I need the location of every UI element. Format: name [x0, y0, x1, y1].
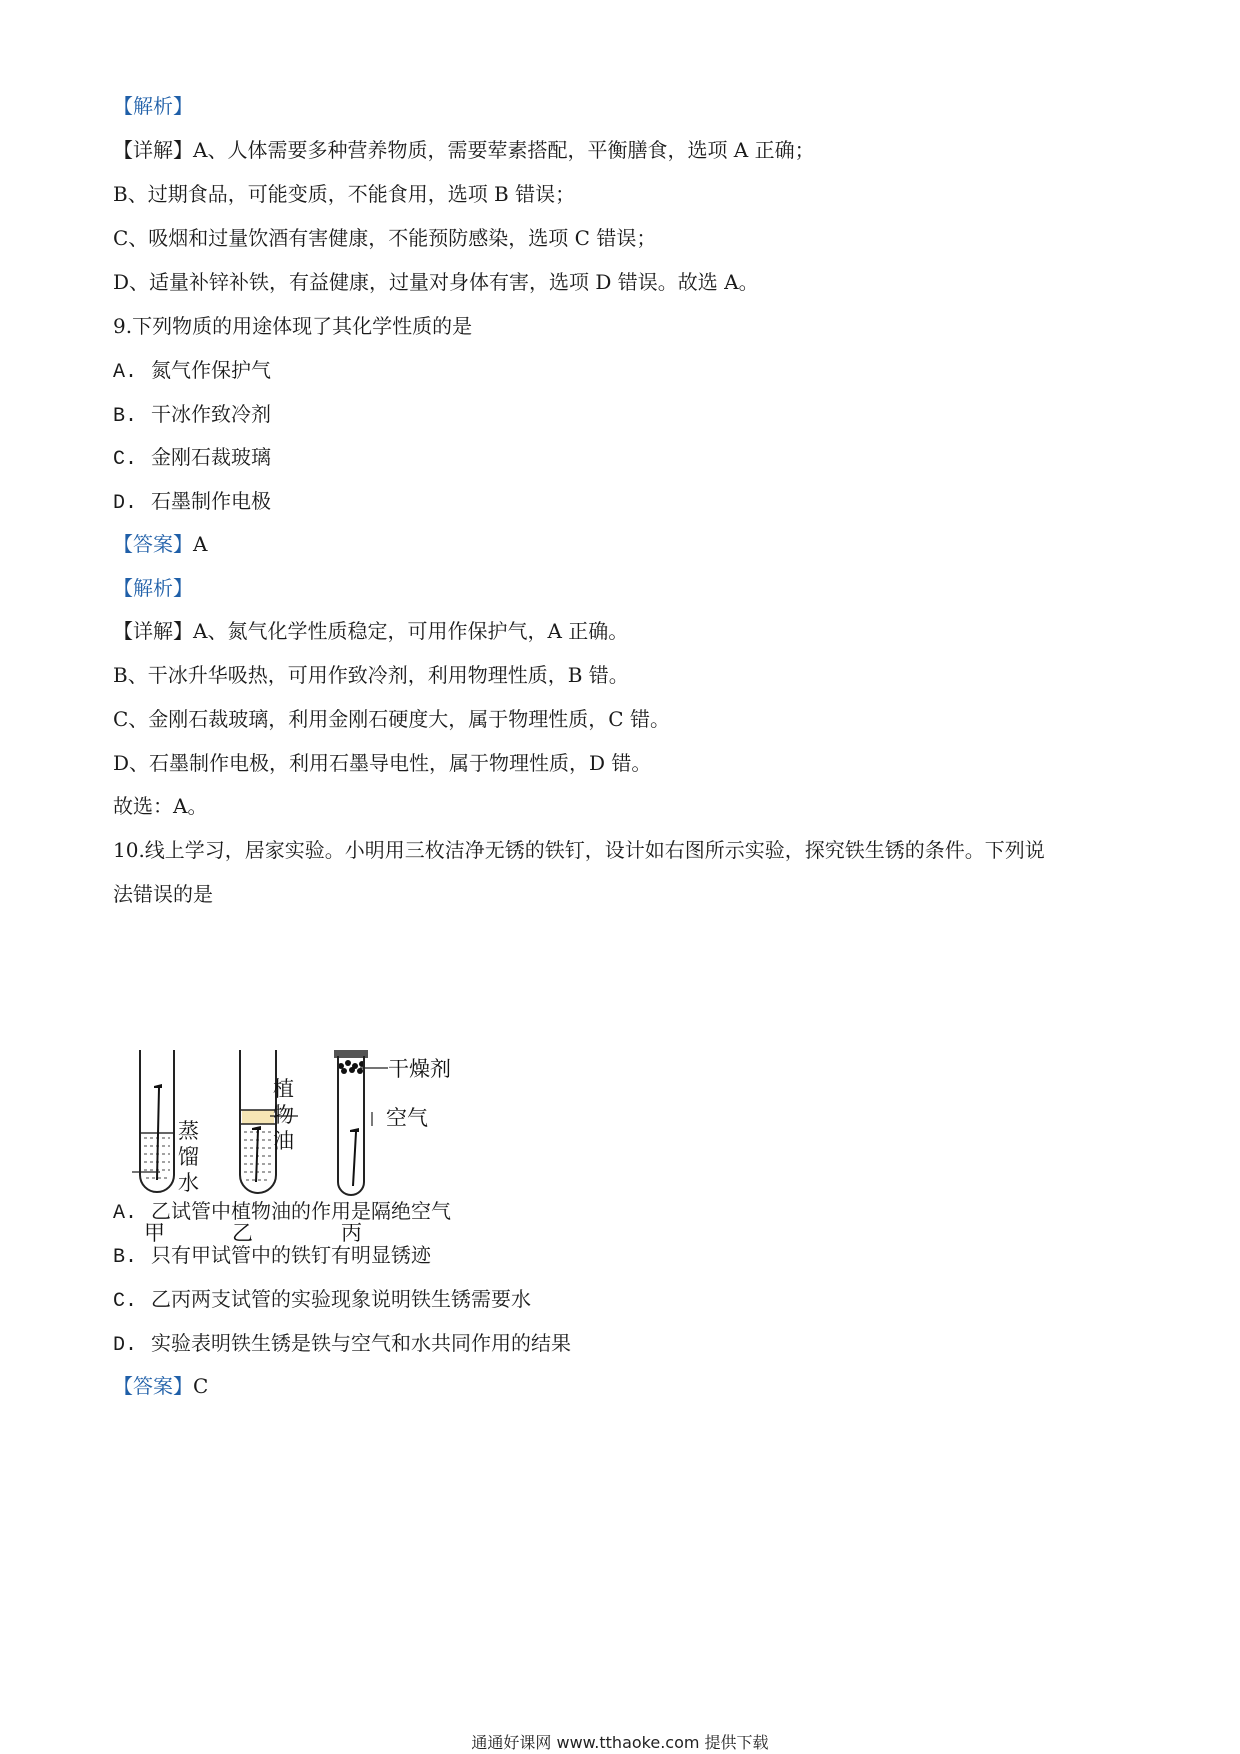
oil-label-2: 物 — [273, 1103, 294, 1127]
option-letter: C. — [113, 448, 138, 471]
detail-tag: 【详解】 — [113, 619, 193, 643]
option-text: 金刚石裁玻璃 — [151, 445, 272, 469]
detail-text: A、氮气化学性质稳定，可用作保护气，A 正确。 — [193, 619, 629, 643]
q10-answer — [113, 1372, 208, 1400]
detail-line: C、吸烟和过量饮酒有害健康，不能预防感染，选项 C 错误； — [113, 226, 657, 250]
air-label: 空气 — [386, 1106, 428, 1130]
option-letter: A. — [113, 1202, 138, 1225]
option-letter: D. — [113, 492, 138, 515]
question-9-stem: 9.下列物质的用途体现了其化学性质的是 — [113, 314, 473, 338]
tube-label-yi: 乙 — [232, 1221, 253, 1245]
option-text: 干冰作致冷剂 — [151, 402, 272, 426]
option-text: 乙丙两支试管的实验现象说明铁生锈需要水 — [151, 1287, 532, 1311]
option-text: 只有甲试管中的铁钉有明显锈迹 — [151, 1243, 432, 1267]
question-10-stem-cont: 法错误的是 — [113, 882, 213, 906]
answer-value: A — [193, 532, 208, 556]
water-label-1: 蒸 — [178, 1119, 199, 1143]
detail-line: B、过期食品，可能变质，不能食用，选项 B 错误； — [113, 182, 576, 206]
option-letter: D. — [113, 1334, 138, 1357]
option-text: 实验表明铁生锈是铁与空气和水共同作用的结果 — [151, 1331, 572, 1355]
answer-tag: 【答案】 — [113, 1374, 193, 1398]
answer-value: C — [193, 1374, 209, 1398]
q9-option-a — [113, 356, 271, 387]
option-text: 氮气作保护气 — [151, 358, 272, 382]
q9-answer — [113, 530, 207, 558]
detail-line: D、石墨制作电极，利用石墨导电性，属于物理性质，D 错。 — [113, 751, 652, 775]
question-10-stem: 10.线上学习，居家实验。小明用三枚洁净无锈的铁钉，设计如右图所示实验，探究铁生锈的条件。下列说 — [113, 838, 1045, 862]
q10-option-c — [113, 1285, 531, 1316]
option-text: 乙试管中植物油的作用是隔绝空气 — [151, 1199, 452, 1223]
desiccant-label: 干燥剂 — [388, 1057, 451, 1081]
detail-line — [113, 136, 815, 164]
option-letter: B. — [113, 1246, 138, 1269]
oil-label-3: 油 — [273, 1129, 294, 1153]
q9-option-d — [113, 487, 271, 518]
test-tube-figure — [130, 1050, 530, 1265]
detail-tag: 【详解】 — [113, 138, 193, 162]
option-letter: A. — [113, 361, 138, 384]
water-label-3: 水 — [178, 1171, 199, 1195]
detail-line: C、金刚石裁玻璃，利用金刚石硬度大，属于物理性质，C 错。 — [113, 707, 670, 731]
detail-line: B、干冰升华吸热，可用作致冷剂，利用物理性质，B 错。 — [113, 663, 629, 687]
q10-option-a — [113, 1197, 451, 1228]
detail-line — [113, 617, 628, 645]
analysis-heading: 【解析】 — [113, 576, 193, 600]
tube-label-jia: 甲 — [144, 1221, 165, 1245]
option-letter: C. — [113, 1290, 138, 1313]
oil-label-1: 植 — [273, 1077, 294, 1101]
footer-watermark: 通通好课网 www.tthaoke.com 提供下载 — [471, 1733, 769, 1752]
answer-tag: 【答案】 — [113, 532, 193, 556]
option-text: 石墨制作电极 — [151, 489, 272, 513]
q9-option-c — [113, 443, 271, 474]
q10-option-d — [113, 1329, 571, 1360]
water-label-2: 馏 — [178, 1145, 199, 1169]
option-letter: B. — [113, 405, 138, 428]
analysis-heading: 【解析】 — [113, 94, 193, 118]
conclusion-line: 故选：A。 — [113, 794, 208, 818]
detail-text: A、人体需要多种营养物质，需要荤素搭配，平衡膳食，选项 A 正确； — [193, 138, 815, 162]
detail-line: D、适量补锌补铁，有益健康，过量对身体有害，选项 D 错误。故选 A。 — [113, 270, 759, 294]
tube-bing — [334, 1050, 388, 1195]
q10-option-b — [113, 1241, 431, 1272]
q9-option-b — [113, 400, 271, 431]
tube-label-bing: 丙 — [341, 1221, 362, 1245]
